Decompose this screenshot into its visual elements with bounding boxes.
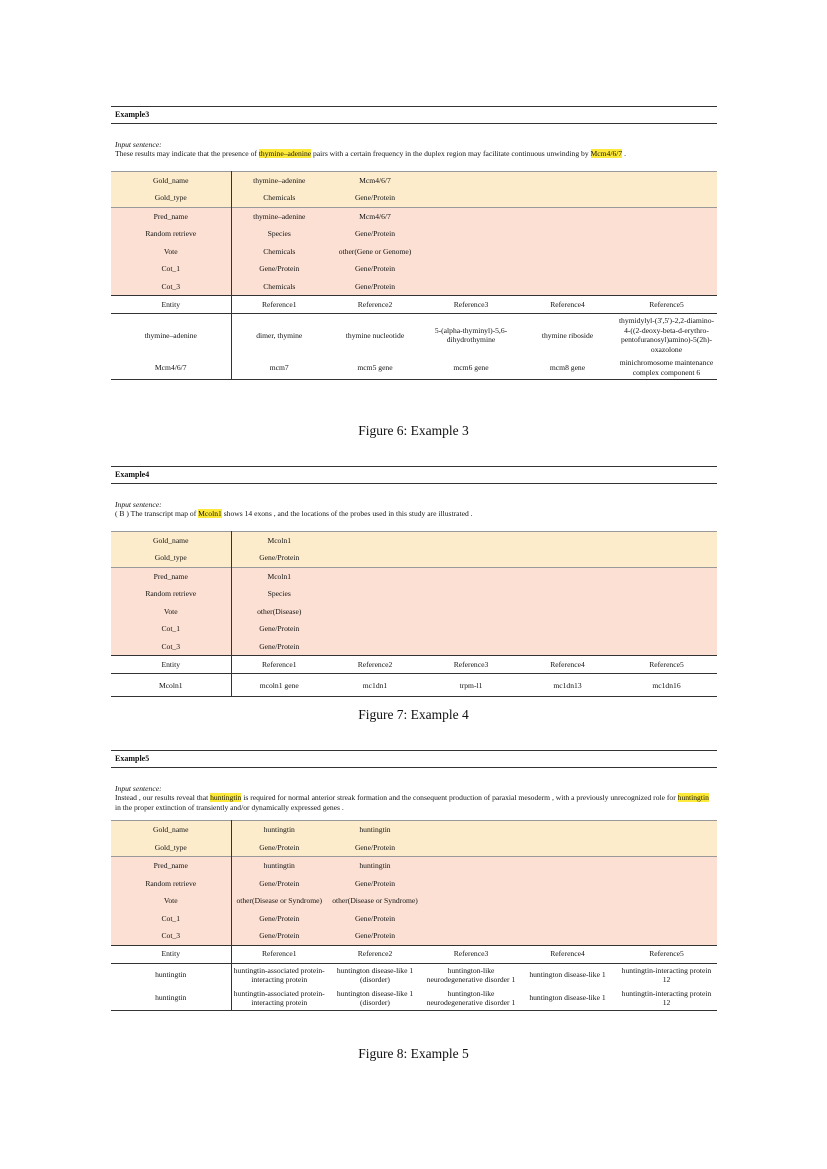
attribute-value-2: Gene/Protein	[327, 839, 423, 857]
reference-header-cell: Reference2	[327, 656, 423, 674]
empty-cell	[423, 278, 519, 296]
highlighted-entity: Mcm4/6/7	[590, 149, 623, 159]
empty-cell	[423, 620, 519, 638]
empty-cell	[423, 171, 519, 189]
empty-cell	[519, 278, 616, 296]
reference-cell: mcm5 gene	[327, 356, 423, 380]
reference-header-cell: Reference1	[231, 296, 327, 314]
figure-caption: Figure 6: Example 3	[358, 423, 469, 438]
reference-cell: mcm8 gene	[519, 356, 616, 380]
attribute-value-2: Mcm4/6/7	[327, 207, 423, 225]
attribute-row	[111, 225, 717, 243]
attribute-value-1: Gene/Protein	[231, 875, 327, 893]
entity-cell: thymine–adenine	[111, 314, 231, 357]
reference-cell: thymidylyl-(3',5')-2,2-diamino-4-((2-deoxy-beta-d-erythro-pentofuranosyl)amino)-5(2h)-oxazolone	[618, 316, 715, 354]
input-sentence	[111, 500, 717, 519]
reference-cell: dimer, thymine	[256, 330, 303, 340]
reference-cell: minichromosome maintenance complex component 6	[616, 356, 717, 380]
sentence-segment: ( B ) The transcript map of	[115, 509, 199, 519]
attribute-row	[111, 821, 717, 839]
empty-cell	[519, 171, 616, 189]
reference-header-cell: Reference3	[423, 656, 519, 674]
reference-header-cell: Entity	[111, 945, 231, 963]
attribute-value-1: huntingtin	[231, 857, 327, 875]
sentence-label: Input sentence:	[115, 784, 162, 793]
attribute-label: Gold_name	[111, 171, 231, 189]
reference-header-cell: Reference3	[423, 296, 519, 314]
attribute-label: Cot_1	[111, 260, 231, 278]
empty-cell	[616, 857, 717, 875]
empty-cell	[423, 892, 519, 910]
empty-cell	[423, 857, 519, 875]
attribute-label: Pred_name	[111, 207, 231, 225]
reference-cell: 5-(alpha-thyminyl)-5,6-dihydrothymine	[434, 325, 508, 345]
reference-header-cell: Reference1	[231, 656, 327, 674]
sentence-segment: pairs with a certain frequency in the duplex region may facilitate continuous unwinding by	[311, 149, 591, 159]
attribute-label: Vote	[111, 892, 231, 910]
attribute-label: Random retrieve	[111, 585, 231, 603]
reference-cell: huntington-like neurodegenerative disorder 1	[426, 965, 516, 985]
attribute-value-2	[327, 638, 423, 656]
sentence-label: Input sentence:	[115, 500, 162, 509]
attribute-label: Gold_type	[111, 839, 231, 857]
empty-cell	[423, 567, 519, 585]
entity-cell: Mcm4/6/7	[111, 356, 231, 380]
entity-cell: Mcoln1	[111, 674, 231, 697]
reference-row	[111, 314, 717, 357]
attribute-row	[111, 585, 717, 603]
attribute-value-1: Gene/Protein	[231, 839, 327, 857]
attribute-value-2	[327, 549, 423, 567]
reference-header-cell: Reference5	[616, 656, 717, 674]
attribute-value-2: Gene/Protein	[327, 927, 423, 945]
attribute-value-1: Gene/Protein	[231, 260, 327, 278]
empty-cell	[423, 243, 519, 261]
input-sentence	[111, 140, 717, 159]
empty-cell	[519, 260, 616, 278]
example-title: Example3	[111, 106, 717, 124]
empty-cell	[519, 549, 616, 567]
attribute-value-1: Chemicals	[231, 243, 327, 261]
empty-cell	[616, 839, 717, 857]
attribute-value-1: Mcoln1	[231, 567, 327, 585]
empty-cell	[519, 531, 616, 549]
attribute-label: Vote	[111, 603, 231, 621]
reference-cell: huntington-like neurodegenerative disorder 1	[423, 987, 519, 1011]
empty-cell	[616, 927, 717, 945]
empty-cell	[423, 821, 519, 839]
attribute-table	[111, 820, 717, 1011]
sentence-text	[115, 149, 626, 158]
attribute-value-2	[327, 585, 423, 603]
entity-cell: huntingtin	[111, 987, 231, 1011]
reference-cell: mc1dn1	[327, 674, 423, 697]
attribute-row	[111, 278, 717, 296]
empty-cell	[616, 567, 717, 585]
example-title: Example4	[111, 466, 717, 484]
reference-header-cell: Reference4	[519, 945, 616, 963]
empty-cell	[519, 243, 616, 261]
highlighted-entity: thymine–adenine	[258, 149, 312, 159]
sentence-text	[115, 793, 709, 811]
highlighted-entity: huntingtin	[677, 793, 709, 803]
attribute-label: Cot_3	[111, 278, 231, 296]
attribute-row	[111, 839, 717, 857]
empty-cell	[423, 603, 519, 621]
empty-cell	[519, 189, 616, 207]
reference-cell: huntingtin-associated protein-interacting protein	[231, 987, 327, 1011]
reference-cell: huntington disease-like 1 (disorder)	[327, 987, 423, 1011]
empty-cell	[519, 857, 616, 875]
empty-cell	[519, 892, 616, 910]
attribute-row	[111, 549, 717, 567]
attribute-label: Gold_type	[111, 189, 231, 207]
attribute-label: Random retrieve	[111, 225, 231, 243]
attribute-value-1: Species	[231, 585, 327, 603]
attribute-row	[111, 531, 717, 549]
attribute-row	[111, 260, 717, 278]
sentence-segment: shows 14 exons , and the locations of the probes used in this study are illustrated .	[221, 509, 473, 519]
reference-cell: huntingtin-interacting protein 12	[616, 987, 717, 1011]
empty-cell	[519, 207, 616, 225]
reference-header-row	[111, 296, 717, 314]
attribute-value-2	[327, 620, 423, 638]
entity-cell: huntingtin	[111, 963, 231, 987]
attribute-value-1: Mcoln1	[231, 531, 327, 549]
empty-cell	[423, 839, 519, 857]
attribute-value-2: other(Gene or Genome)	[327, 243, 423, 261]
attribute-value-1: other(Disease)	[231, 603, 327, 621]
reference-cell: huntington disease-like 1	[519, 987, 616, 1011]
figure-caption: Figure 7: Example 4	[358, 707, 469, 722]
empty-cell	[616, 603, 717, 621]
attribute-row	[111, 927, 717, 945]
reference-header-cell: Reference2	[327, 296, 423, 314]
reference-cell: huntingtin-associated protein-interacting protein	[233, 965, 325, 985]
attribute-value-1: Species	[231, 225, 327, 243]
attribute-value-2: other(Disease or Syndrome)	[327, 892, 423, 910]
empty-cell	[616, 821, 717, 839]
empty-cell	[423, 927, 519, 945]
empty-cell	[519, 839, 616, 857]
attribute-row	[111, 567, 717, 585]
empty-cell	[616, 189, 717, 207]
highlighted-entity: huntingtin	[210, 793, 242, 803]
empty-cell	[519, 585, 616, 603]
attribute-value-2: Mcm4/6/7	[327, 171, 423, 189]
empty-cell	[616, 531, 717, 549]
empty-cell	[616, 278, 717, 296]
attribute-value-1: thymine–adenine	[231, 207, 327, 225]
attribute-row	[111, 857, 717, 875]
attribute-row	[111, 892, 717, 910]
figure-caption: Figure 8: Example 5	[358, 1046, 469, 1061]
attribute-value-2	[327, 531, 423, 549]
empty-cell	[616, 585, 717, 603]
attribute-value-1: thymine–adenine	[231, 171, 327, 189]
attribute-value-1: Gene/Protein	[231, 910, 327, 928]
attribute-table	[111, 531, 717, 698]
attribute-value-2: Gene/Protein	[327, 875, 423, 893]
attribute-label: Cot_1	[111, 620, 231, 638]
empty-cell	[423, 225, 519, 243]
sentence-segment: Instead , our results reveal that	[115, 793, 211, 803]
reference-cell: mcoln1 gene	[231, 674, 327, 697]
empty-cell	[519, 603, 616, 621]
attribute-row	[111, 207, 717, 225]
empty-cell	[616, 549, 717, 567]
attribute-value-1: other(Disease or Syndrome)	[231, 892, 327, 910]
attribute-value-2	[327, 603, 423, 621]
reference-header-cell: Reference3	[423, 945, 519, 963]
empty-cell	[519, 821, 616, 839]
attribute-value-2: Gene/Protein	[327, 225, 423, 243]
empty-cell	[616, 243, 717, 261]
reference-header-row	[111, 656, 717, 674]
attribute-value-2: Gene/Protein	[327, 910, 423, 928]
empty-cell	[616, 225, 717, 243]
reference-cell: huntington disease-like 1	[529, 970, 606, 980]
attribute-label: Gold_name	[111, 821, 231, 839]
sentence-segment: .	[622, 149, 626, 159]
empty-cell	[616, 260, 717, 278]
empty-cell	[519, 225, 616, 243]
attribute-value-2: Gene/Protein	[327, 278, 423, 296]
reference-header-cell: Reference5	[616, 945, 717, 963]
attribute-value-1: Gene/Protein	[231, 620, 327, 638]
sentence-segment: is required for normal anterior streak formation and the consequent production of paraxial mesoderm , with a previously unrecognized role for	[241, 793, 678, 803]
reference-row	[111, 987, 717, 1011]
reference-cell: mcm7	[231, 356, 327, 380]
empty-cell	[519, 620, 616, 638]
reference-cell: huntington disease-like 1 (disorder)	[336, 965, 414, 985]
reference-cell: thymine riboside	[541, 330, 594, 340]
attribute-label: Pred_name	[111, 567, 231, 585]
attribute-label: Pred_name	[111, 857, 231, 875]
example-title: Example5	[111, 750, 717, 768]
attribute-value-1: Chemicals	[231, 278, 327, 296]
attribute-row	[111, 638, 717, 656]
attribute-label: Gold_type	[111, 549, 231, 567]
empty-cell	[616, 638, 717, 656]
empty-cell	[423, 549, 519, 567]
empty-cell	[616, 207, 717, 225]
attribute-row	[111, 189, 717, 207]
empty-cell	[423, 910, 519, 928]
attribute-row	[111, 620, 717, 638]
reference-header-cell: Reference4	[519, 656, 616, 674]
empty-cell	[519, 910, 616, 928]
reference-cell: trpm-l1	[423, 674, 519, 697]
empty-cell	[423, 260, 519, 278]
sentence-segment: These results may indicate that the presence of	[115, 149, 259, 159]
empty-cell	[519, 875, 616, 893]
attribute-row	[111, 171, 717, 189]
empty-cell	[519, 638, 616, 656]
input-sentence	[111, 784, 717, 812]
example-4-panel	[111, 466, 717, 697]
empty-cell	[423, 638, 519, 656]
reference-header-cell: Entity	[111, 296, 231, 314]
empty-cell	[616, 910, 717, 928]
empty-cell	[519, 927, 616, 945]
reference-header-cell: Reference2	[327, 945, 423, 963]
example-3-panel	[111, 106, 717, 380]
empty-cell	[616, 171, 717, 189]
attribute-value-2: Gene/Protein	[327, 189, 423, 207]
attribute-label: Vote	[111, 243, 231, 261]
attribute-label: Random retrieve	[111, 875, 231, 893]
attribute-value-1: Gene/Protein	[231, 549, 327, 567]
attribute-value-2: huntingtin	[327, 821, 423, 839]
reference-row	[111, 963, 717, 987]
reference-cell: huntingtin-interacting protein 12	[621, 965, 712, 985]
attribute-value-1: huntingtin	[231, 821, 327, 839]
empty-cell	[616, 620, 717, 638]
example-5-panel	[111, 750, 717, 1011]
attribute-table	[111, 171, 717, 381]
empty-cell	[423, 875, 519, 893]
empty-cell	[423, 585, 519, 603]
reference-cell: mcm6 gene	[423, 356, 519, 380]
attribute-value-1: Gene/Protein	[231, 927, 327, 945]
reference-cell: thymine nucleotide	[345, 330, 405, 340]
reference-header-row	[111, 945, 717, 963]
attribute-label: Gold_name	[111, 531, 231, 549]
sentence-text	[115, 509, 473, 518]
sentence-segment: in the proper extinction of transiently and/or dynamically expressed genes .	[115, 802, 344, 812]
empty-cell	[423, 531, 519, 549]
empty-cell	[423, 207, 519, 225]
reference-header-cell: Reference4	[519, 296, 616, 314]
attribute-value-2: huntingtin	[327, 857, 423, 875]
attribute-row	[111, 243, 717, 261]
attribute-value-2: Gene/Protein	[327, 260, 423, 278]
reference-header-cell: Reference5	[616, 296, 717, 314]
attribute-row	[111, 603, 717, 621]
empty-cell	[616, 892, 717, 910]
reference-header-cell: Reference1	[231, 945, 327, 963]
attribute-label: Cot_3	[111, 927, 231, 945]
attribute-row	[111, 875, 717, 893]
attribute-value-1: Chemicals	[231, 189, 327, 207]
reference-header-cell: Entity	[111, 656, 231, 674]
attribute-value-1: Gene/Protein	[231, 638, 327, 656]
sentence-label: Input sentence:	[115, 140, 162, 149]
reference-cell: mc1dn16	[616, 674, 717, 697]
reference-row	[111, 356, 717, 380]
reference-cell: mc1dn13	[519, 674, 616, 697]
empty-cell	[519, 567, 616, 585]
attribute-value-2	[327, 567, 423, 585]
attribute-label: Cot_3	[111, 638, 231, 656]
reference-row	[111, 674, 717, 697]
highlighted-entity: Mcoln1	[198, 509, 222, 519]
attribute-label: Cot_1	[111, 910, 231, 928]
empty-cell	[616, 875, 717, 893]
attribute-row	[111, 910, 717, 928]
empty-cell	[423, 189, 519, 207]
